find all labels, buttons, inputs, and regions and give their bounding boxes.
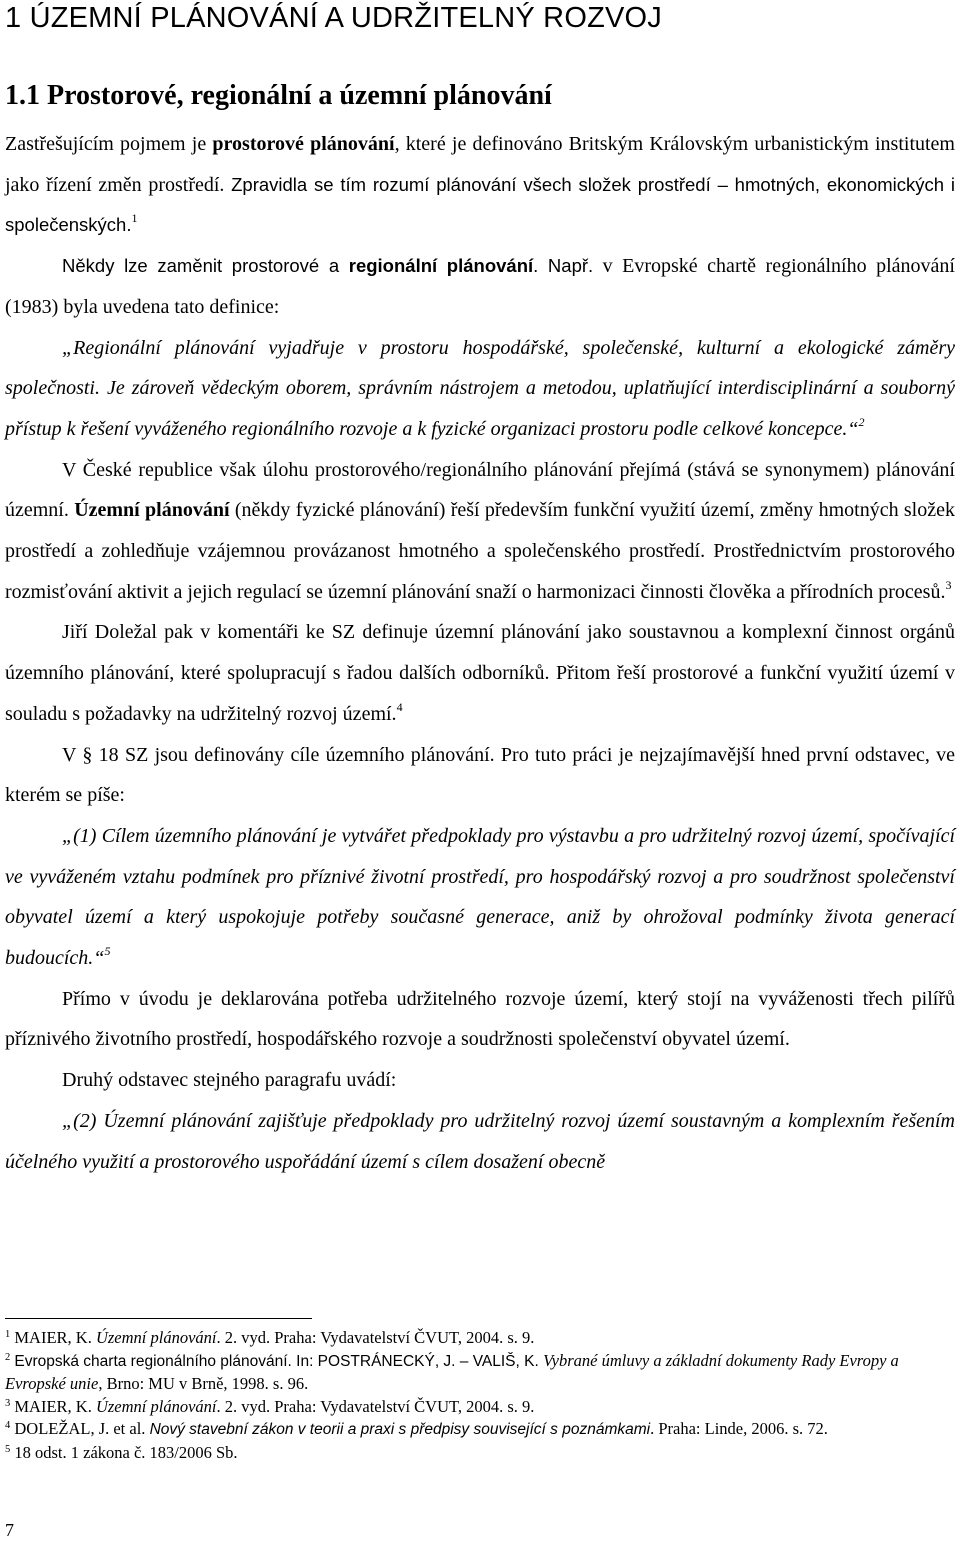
- footnote-ref-3: 3: [945, 577, 952, 592]
- p3-term: Územní plánování: [74, 499, 230, 522]
- quote-2: [5, 816, 955, 979]
- p6-text: Přímo v úvodu je deklarována potřeba udržitelného rozvoje území, který stojí na vyváženosti třech pilířů příznivého životního prostředí, hospodářského rozvoje a soudržnosti společenství obyvatel území.: [5, 987, 955, 1051]
- p3-text-c: (někdy fyzické plánování) řeší především funkční využití území, změny hmotných složek prostředí a zohledňuje vzájemnou provázanost hmotného a společenského prostředí. Prostřednictvím prostorového rozmisťování aktivit a jejich regulací se územní plánování snaží o harmonizaci činnosti člověka a přírodních procesů.: [5, 499, 955, 603]
- quote-1-close: “: [847, 417, 859, 440]
- paragraph-2: [5, 246, 955, 327]
- page-number: 7: [5, 1520, 14, 1540]
- p1-text-c: , které je definováno Britským Královským urbanistickým institutem jako řízení změn prostředí.: [5, 133, 955, 196]
- quote-3: [5, 1101, 955, 1182]
- footnotes: [5, 1327, 955, 1464]
- paragraph-5: [5, 735, 955, 816]
- footnote-ref-5: 5: [104, 944, 111, 959]
- footnote-text: Evropská charta regionálního plánování. In: POSTRÁNECKÝ, J. – VALIŠ, K.: [14, 1352, 544, 1370]
- p2-text-a: Někdy lze zaměnit prostorové a: [62, 255, 349, 277]
- footnote-ref-4: 4: [396, 699, 403, 714]
- footnote-text: MAIER, K.: [14, 1396, 96, 1416]
- footnote: [5, 1350, 955, 1396]
- p2-text-d: v Evropské chartě regionálního plánování (1983) byla uvedena tato definice:: [5, 255, 955, 318]
- footnote: [5, 1442, 955, 1465]
- footnote-number: 3: [5, 1397, 11, 1409]
- footnote-text: 18 odst. 1 zákona č. 183/2006 Sb.: [14, 1442, 238, 1462]
- footnote-text: MAIER, K.: [14, 1328, 96, 1347]
- paragraph-4: [5, 612, 955, 734]
- quote-3-text: „(2) Územní plánování zajišťuje předpoklady pro udržitelný rozvoj území soustavným a komplexním řešením účelného využití a prostorového uspořádání území s cílem dosažení obecně: [5, 1109, 955, 1173]
- footnote-title: Vybrané úmluvy a základní dokumenty Rady Evropy a Evropské unie: [5, 1350, 899, 1393]
- p7-text: Druhý odstavec stejného paragrafu uvádí:: [62, 1069, 397, 1092]
- p1-term: prostorové plánování: [212, 133, 395, 155]
- footnote: [5, 1396, 955, 1419]
- section-heading: 1.1 Prostorové, regionální a územní plánování: [5, 80, 552, 111]
- footnote-separator: [5, 1318, 312, 1319]
- footnote-text: . 2. vyd. Praha: Vydavatelství ČVUT, 2004. s. 9.: [216, 1396, 535, 1416]
- paragraph-1: [5, 124, 955, 246]
- footnote-title: Územní plánování: [95, 1396, 217, 1416]
- p1-text-d: Zpravidla se tím rozumí plánování všech složek prostředí – hmotných, ekonomických i společenských.: [5, 173, 955, 236]
- body-text: [5, 124, 955, 1182]
- quote-1: [5, 328, 955, 450]
- p2-term: regionální plánování: [348, 255, 534, 277]
- footnote-text: . Praha: Linde, 2006. s. 72.: [650, 1419, 828, 1438]
- footnote-number: 5: [5, 1443, 11, 1455]
- quote-2-close: “: [93, 947, 105, 970]
- p1-text-a: Zastřešujícím pojmem je: [5, 133, 213, 155]
- p2-text-c: . Např.: [533, 255, 594, 277]
- p5-text: V § 18 SZ jsou definovány cíle územního plánování. Pro tuto práci je nejzajímavější hned první odstavec, ve kterém se píše:: [5, 743, 955, 807]
- footnote-number: 1: [5, 1329, 11, 1340]
- footnote-text: DOLEŽAL, J. et al.: [14, 1419, 150, 1438]
- quote-2-text: „(1) Cílem územního plánování je vytvářet předpoklady pro výstavbu a pro udržitelný rozvoj území, spočívající ve vyváženém vztahu podmínek pro příznivé životní prostředí, pro hospodářský rozvoj a pro soudržnost společenství obyvatel území a který uspokojuje potřeby současné generace, aniž by ohrožoval podmínky života generací budoucích.: [5, 824, 955, 970]
- footnote-text: , Brno: MU v Brně, 1998. s. 96.: [98, 1374, 309, 1393]
- footnote-ref-2: 2: [858, 414, 865, 429]
- paragraph-3: [5, 450, 955, 613]
- footnote-title: Nový stavební zákon v teorii a praxi s předpisy související s poznámkami: [149, 1421, 651, 1438]
- footnote-number: 4: [5, 1420, 11, 1431]
- quote-1-text: „Regionální plánování vyjadřuje v prostoru hospodářské, společenské, kulturní a ekologické záměry společnosti. Je zároveň vědeckým oborem, správním nástrojem a metodou, uplatňující interdisciplinární a souborný přístup k řešení vyváženého regionálního rozvoje a k fyzické organizaci prostoru podle celkové koncepce.: [5, 336, 955, 440]
- p4-text: Jiří Doležal pak v komentáři ke SZ definuje územní plánování jako soustavnou a komplexní činnost orgánů územního plánování, které spolupracují s řadou dalších odborníků. Přitom řeší prostorové a funkční využití území v souladu s požadavky na udržitelný rozvoj území.: [5, 621, 955, 725]
- footnote-title: Územní plánování: [95, 1328, 217, 1347]
- footnote: [5, 1418, 955, 1442]
- footnote: [5, 1327, 955, 1350]
- footnote-number: 2: [5, 1351, 11, 1363]
- footnote-ref-1: 1: [131, 211, 138, 226]
- p3-text-a: V České republice však úlohu prostorového/regionálního plánování přejímá (stává se synonymem) plánování územní.: [5, 458, 955, 522]
- chapter-heading: 1 ÚZEMNÍ PLÁNOVÁNÍ A UDRŽITELNÝ ROZVOJ: [5, 2, 662, 34]
- paragraph-7: [5, 1060, 955, 1101]
- footnote-text: . 2. vyd. Praha: Vydavatelství ČVUT, 2004. s. 9.: [216, 1328, 535, 1347]
- paragraph-6: [5, 979, 955, 1060]
